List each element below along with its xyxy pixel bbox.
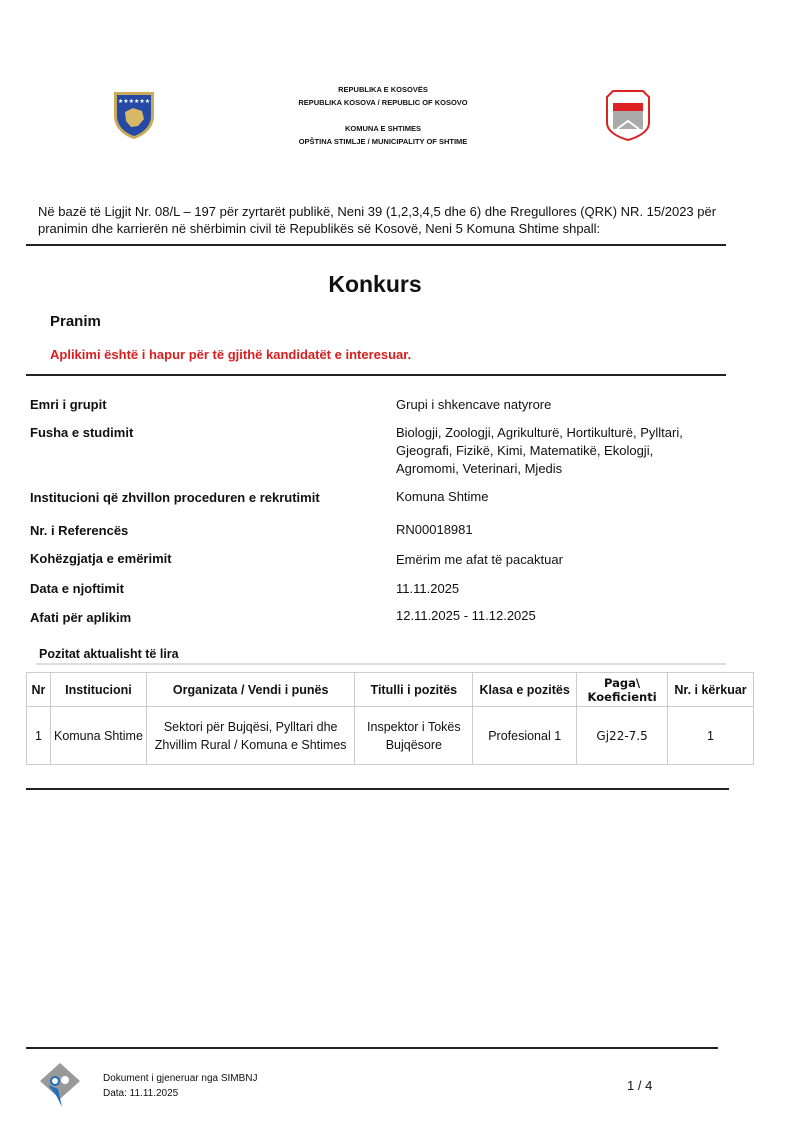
- svg-text:★★★★★★: ★★★★★★: [117, 99, 151, 105]
- header-line-2: REPUBLIKA KOSOVA / REPUBLIC OF KOSOVO: [298, 98, 468, 107]
- cell-institution: Komuna Shtime: [50, 707, 146, 765]
- column-header: Organizata / Vendi i punës: [146, 673, 355, 707]
- page-title: Konkurs: [328, 271, 422, 297]
- column-header: Klasa e pozitës: [473, 673, 577, 707]
- footer-divider: [26, 1047, 718, 1049]
- field-label: Fusha e studimit: [30, 425, 134, 440]
- footer-generated: Dokument i gjeneruar nga SIMBNJ: [103, 1073, 258, 1084]
- field-value: Grupi i shkencave natyrore: [396, 397, 552, 412]
- field-label: Kohëzgjatja e emërimit: [30, 551, 172, 566]
- field-label: Afati për aplikim: [30, 610, 132, 625]
- intro-text: Në bazë të Ligjit Nr. 08/L – 197 për zyrtarët publikë, Neni 39 (1,2,3,4,5 dhe 6) dhe Rregullores (QRK) NR. 15/2023 për pranimin dhe karrierën në shërbimin civil të Republikës së Kosovë, Neni 5 Komuna Shtime shpall:: [38, 204, 717, 236]
- header-line-4: OPŠTINA STIMLJE / MUNICIPALITY OF SHTIME: [298, 137, 468, 146]
- divider: [36, 663, 726, 665]
- simbnj-logo: [40, 1063, 80, 1107]
- field-value: 12.11.2025 - 11.12.2025: [396, 608, 536, 623]
- cell-title: Inspektor i Tokës Bujqësore: [355, 707, 473, 765]
- open-notice: Aplikimi është i hapur për të gjithë kandidatët e interesuar.: [50, 347, 412, 362]
- header-line-3: KOMUNA E SHTIMES: [345, 124, 421, 133]
- municipality-emblem: [603, 89, 653, 141]
- field-value: RN00018981: [396, 522, 473, 537]
- field-value: Emërim me afat të pacaktuar: [396, 552, 563, 567]
- field-label: Institucioni që zhvillon proceduren e rekrutimit: [30, 490, 320, 505]
- footer-date: Data: 11.11.2025: [103, 1088, 179, 1099]
- cell-nr: 1: [27, 707, 51, 765]
- cell-required: 1: [668, 707, 754, 765]
- column-header: Titulli i pozitës: [355, 673, 473, 707]
- field-label: Emri i grupit: [30, 397, 107, 412]
- field-value: 11.11.2025: [396, 581, 460, 596]
- table-header-row: [27, 673, 754, 707]
- field-label: Data e njoftimit: [30, 581, 124, 596]
- subtitle: Pranim: [50, 313, 101, 330]
- field-label: Nr. i Referencës: [30, 523, 129, 538]
- positions-table: [26, 672, 754, 765]
- divider: [26, 374, 726, 376]
- header-line-1: REPUBLIKA E KOSOVËS: [338, 85, 428, 94]
- table-row: [27, 707, 754, 765]
- cell-class: Profesional 1: [473, 707, 577, 765]
- cell-organization: Sektori për Bujqësi, Pylltari dhe Zhvillim Rural / Komuna e Shtimes: [146, 707, 355, 765]
- positions-heading: Pozitat aktualisht të lira: [39, 647, 179, 661]
- column-header: Nr. i kërkuar: [668, 673, 754, 707]
- divider: [26, 244, 726, 246]
- field-value: Biologji, Zoologji, Agrikulturë, Hortikulturë, Pylltari, Gjeografi, Fizikë, Kimi, Matematikë, Ekologji, Agromomi, Veterinari, Mjedis: [396, 425, 683, 476]
- field-value: Komuna Shtime: [396, 489, 489, 504]
- divider: [26, 788, 729, 790]
- page-number: 1 / 4: [627, 1078, 653, 1093]
- cell-salary: Gj22-7.5: [577, 707, 668, 765]
- column-header: Nr: [27, 673, 51, 707]
- column-header: Institucioni: [50, 673, 146, 707]
- column-header: Paga\ Koeficienti: [577, 673, 668, 707]
